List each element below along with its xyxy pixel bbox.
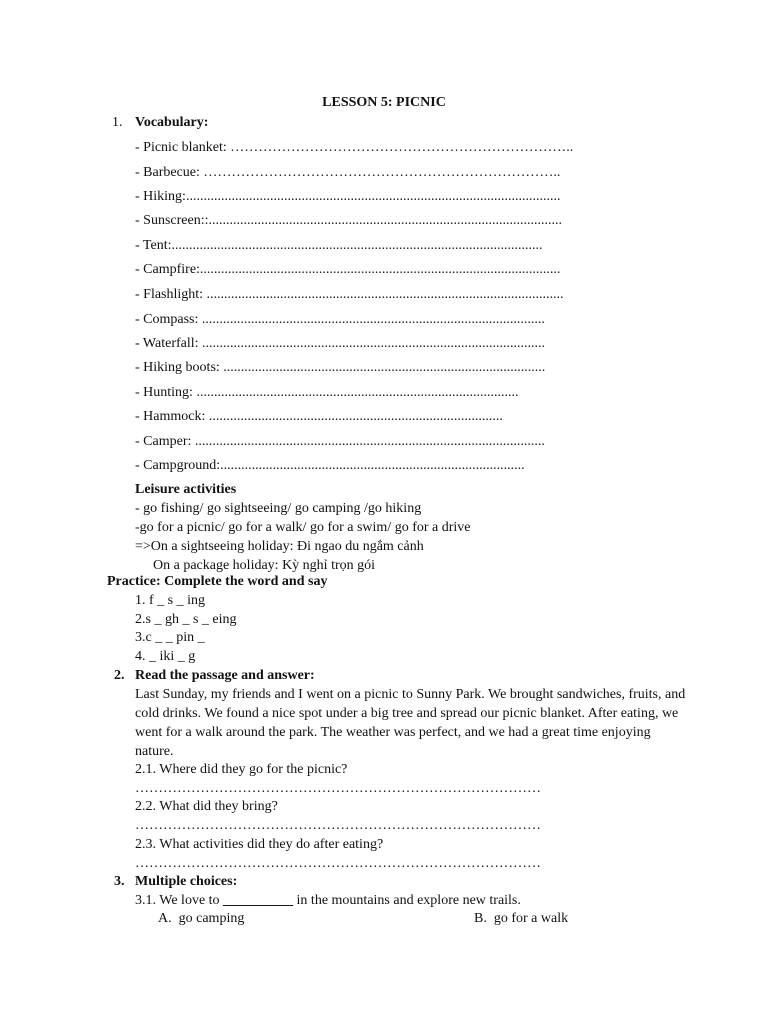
leisure-line: - go fishing/ go sightseeing/ go camping /go hiking [135,501,422,516]
leisure-line: =>On a sightseeing holiday: Đi ngao du ngắm cảnh [135,539,424,554]
mc-question-start: 3.1. We love to [135,893,224,908]
option-b-letter: B. [474,911,487,926]
vocab-item: - Waterfall: .................................................................................................. [135,336,546,351]
mc-question-end: in the mountains and explore new trails. [293,893,521,908]
option-b-text: go for a walk [493,911,569,926]
mc-question [135,892,521,910]
answer-line: …………………………………………………………………………… [135,818,541,833]
practice-heading: Practice: Complete the word and say [107,574,328,589]
practice-item: 4. _ iki _ g [135,649,196,664]
vocab-item: - Camper: .................................................................................................... [135,434,545,449]
question-text: 2.3. What activities did they do after eating? [135,837,384,852]
vocab-item: - Flashlight: ...................................................................................................... [135,287,564,302]
vocab-item: - Tent:.......................................................................................................... [135,238,543,253]
section1-number: 1. [112,115,123,130]
vocab-item: - Sunscreen::..................................................................................................... [135,213,562,228]
answer-line: …………………………………………………………………………… [135,781,541,796]
vocab-item: - Hiking boots: ............................................................................................ [135,360,546,375]
question-text: 2.2. What did they bring? [135,799,278,814]
vocab-item: - Hiking:........................................................................................................... [135,189,561,204]
leisure-line: On a package holiday: Kỳ nghỉ trọn gói [153,558,376,573]
option-a-text: go camping [178,911,245,926]
vocab-item: - Hunting: ............................................................................................ [135,385,519,400]
option-a [158,910,244,928]
answer-line: …………………………………………………………………………… [135,856,541,871]
option-b [474,910,568,928]
section2-heading: Read the passage and answer: [135,668,315,683]
section2-number: 2. [114,668,125,683]
practice-item: 3.c _ _ pin _ [135,630,205,645]
vocab-item: - Picnic blanket: ……………………………………………………………….. [135,140,574,155]
vocab-item: - Compass: .................................................................................................. [135,312,545,327]
practice-item: 2.s _ gh _ s _ eing [135,612,237,627]
practice-item: 1. f _ s _ ing [135,593,205,608]
vocab-item: - Barbecue: ………………………………………………………………….. [135,165,561,180]
page-title: LESSON 5: PICNIC [322,95,446,110]
reading-passage: Last Sunday, my friends and I went on a picnic to Sunny Park. We brought sandwiches, fruits, and cold drinks. We found a nice spot under a big tree and spread our picnic blanket. After eating, we went for a walk around the park. The weather was perfect, and we had a great time enjoying nature. [135,687,686,759]
option-a-letter: A. [158,911,172,926]
leisure-line: -go for a picnic/ go for a walk/ go for a swim/ go for a drive [135,520,471,535]
section3-number: 3. [114,874,125,889]
leisure-heading: Leisure activities [135,482,237,497]
section1-heading: Vocabulary: [135,115,209,130]
vocab-item: - Campground:....................................................................................... [135,458,525,473]
mc-blank: __________ [223,893,294,908]
question-text: 2.1. Where did they go for the picnic? [135,762,348,777]
section3-heading: Multiple choices: [135,874,238,889]
vocab-item: - Hammock: .................................................................................... [135,409,503,424]
vocab-item: - Campfire:....................................................................................................... [135,262,561,277]
